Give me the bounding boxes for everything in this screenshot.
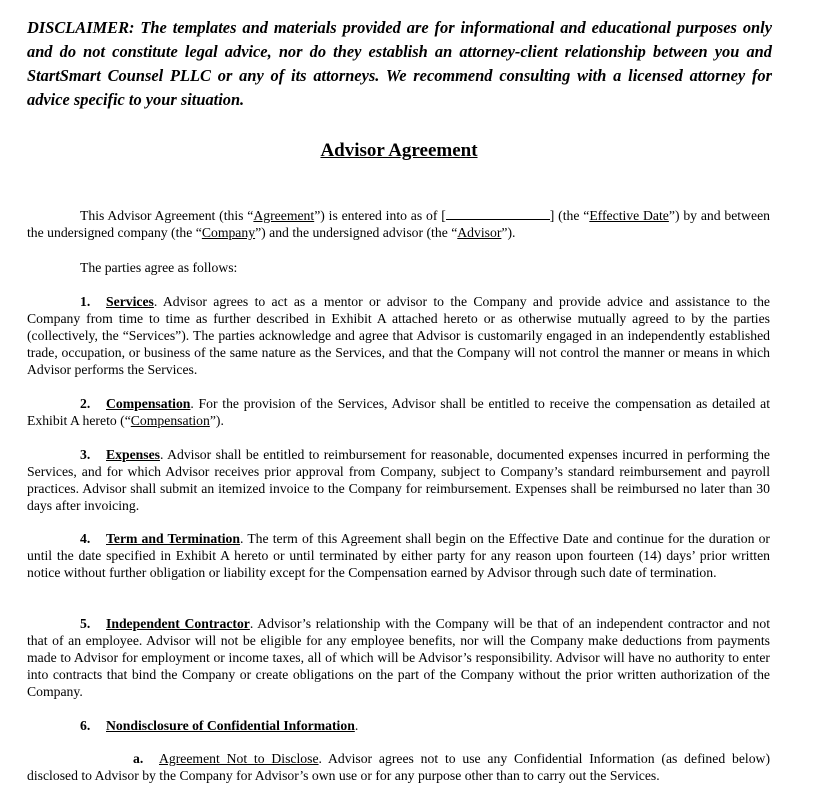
effective-date-blank[interactable] bbox=[446, 208, 550, 220]
defined-term-compensation: Compensation bbox=[130, 413, 210, 428]
section-heading: Term and Termination bbox=[106, 531, 241, 546]
section-text: . For the provision of the Services, Advisor shall be entitled to receive the compensation as detailed at Exhibit A hereto (“ bbox=[27, 396, 770, 428]
section-text: . Advisor agrees to act as a mentor or advisor to the Company and provide advice and assistance to the Company from time to time as further described in Exhibit A attached hereto or as otherwise mutually agreed to by the parties (collectively, the “Services”). The parties acknowledge and agree that Advisor is customarily engaged in an independently established trade, occupation, or business of the same nature as the Services, and that the Company will not control the manner or means in which Advisor performs the Services. bbox=[27, 294, 770, 377]
document-title: Advisor Agreement bbox=[320, 140, 478, 161]
section-number: 1. bbox=[80, 294, 91, 309]
section-text: . The term of this Agreement shall begin on the Effective Date and continue for the duration or until the date specified in Exhibit A hereto or until terminated by either party for any reason upon fourteen (14) days’ prior written notice without further obligation or liability except for the Compensation earned by Advisor through such date of termination. bbox=[27, 531, 770, 580]
section-number: 2. bbox=[80, 396, 91, 411]
subsection-heading: Agreement Not to Disclose bbox=[159, 751, 319, 766]
section-text: . Advisor shall be entitled to reimbursement for reasonable, documented expenses incurred in performing the Services, and for which Advisor receives prior approval from Company, subject to Company’s standard reimbursement and payroll practices. Advisor shall submit an itemized invoice to the Company for reimbursement. Expenses shall be reimbursed no later than 30 days after invoicing. bbox=[27, 447, 770, 513]
subsection-text: . Advisor agrees not to use any Confidential Information (as defined below) disclosed to Advisor by the Company for Advisor’s own use or for any purpose other than to carry out the Services. bbox=[27, 751, 771, 783]
section-number: 6. bbox=[80, 718, 91, 733]
section-term-termination bbox=[27, 530, 770, 581]
section-heading: Compensation bbox=[106, 396, 191, 411]
section-services bbox=[27, 293, 770, 378]
parties-agree-text: The parties agree as follows: bbox=[80, 260, 238, 275]
section-nondisclosure bbox=[27, 717, 770, 734]
section-independent-contractor bbox=[27, 615, 770, 700]
intro-text-2: ”) is entered into as of [ bbox=[314, 208, 446, 223]
section-text-end: ”). bbox=[209, 413, 224, 428]
defined-term-effective-date: Effective Date bbox=[589, 208, 669, 223]
defined-term-advisor: Advisor bbox=[457, 225, 502, 240]
intro-paragraph bbox=[27, 207, 770, 241]
section-heading: Services bbox=[106, 294, 154, 309]
defined-term-company: Company bbox=[201, 225, 256, 240]
intro-text-4: ”) by and between the undersigned company (the “ bbox=[27, 208, 770, 240]
intro-text-5: ”) and the undersigned advisor (the “ bbox=[255, 225, 458, 240]
intro-text-6: ”). bbox=[501, 225, 516, 240]
section-number: 3. bbox=[80, 447, 91, 462]
subsection-agreement-not-to-disclose bbox=[27, 750, 770, 784]
section-expenses bbox=[27, 446, 770, 514]
section-heading: Nondisclosure of Confidential Information bbox=[106, 718, 355, 733]
section-heading: Independent Contractor bbox=[106, 616, 250, 631]
section-number: 5. bbox=[80, 616, 91, 631]
subsection-number: a. bbox=[133, 751, 144, 766]
defined-term-agreement: Agreement bbox=[253, 208, 315, 223]
section-text: . Advisor’s relationship with the Company will be that of an independent contractor and not that of an employee. Advisor will not be eligible for any employee benefits, nor will the Company make deductions from payments made to Advisor for employment or income taxes, all of which will be Advisor’s responsibility. Advisor will have no authority to enter into contracts that bind the Company or create obligations on the part of the Company without the prior written authorization of the Company. bbox=[27, 616, 771, 699]
disclaimer: DISCLAIMER: The templates and materials provided are for informational and educational purposes only and do not constitute legal advice, nor do they establish an attorney-client relationship between you and StartSmart Counsel PLLC or any of its attorneys. We recommend consulting with a licensed attorney for advice specific to your situation. bbox=[27, 18, 772, 109]
section-compensation bbox=[27, 395, 770, 429]
intro-text-1: This Advisor Agreement (this “ bbox=[80, 208, 254, 223]
section-text: . bbox=[354, 718, 359, 733]
intro-text-3: ] (the “ bbox=[549, 208, 590, 223]
section-number: 4. bbox=[80, 531, 91, 546]
parties-agree bbox=[27, 259, 770, 276]
section-heading: Expenses bbox=[106, 447, 161, 462]
